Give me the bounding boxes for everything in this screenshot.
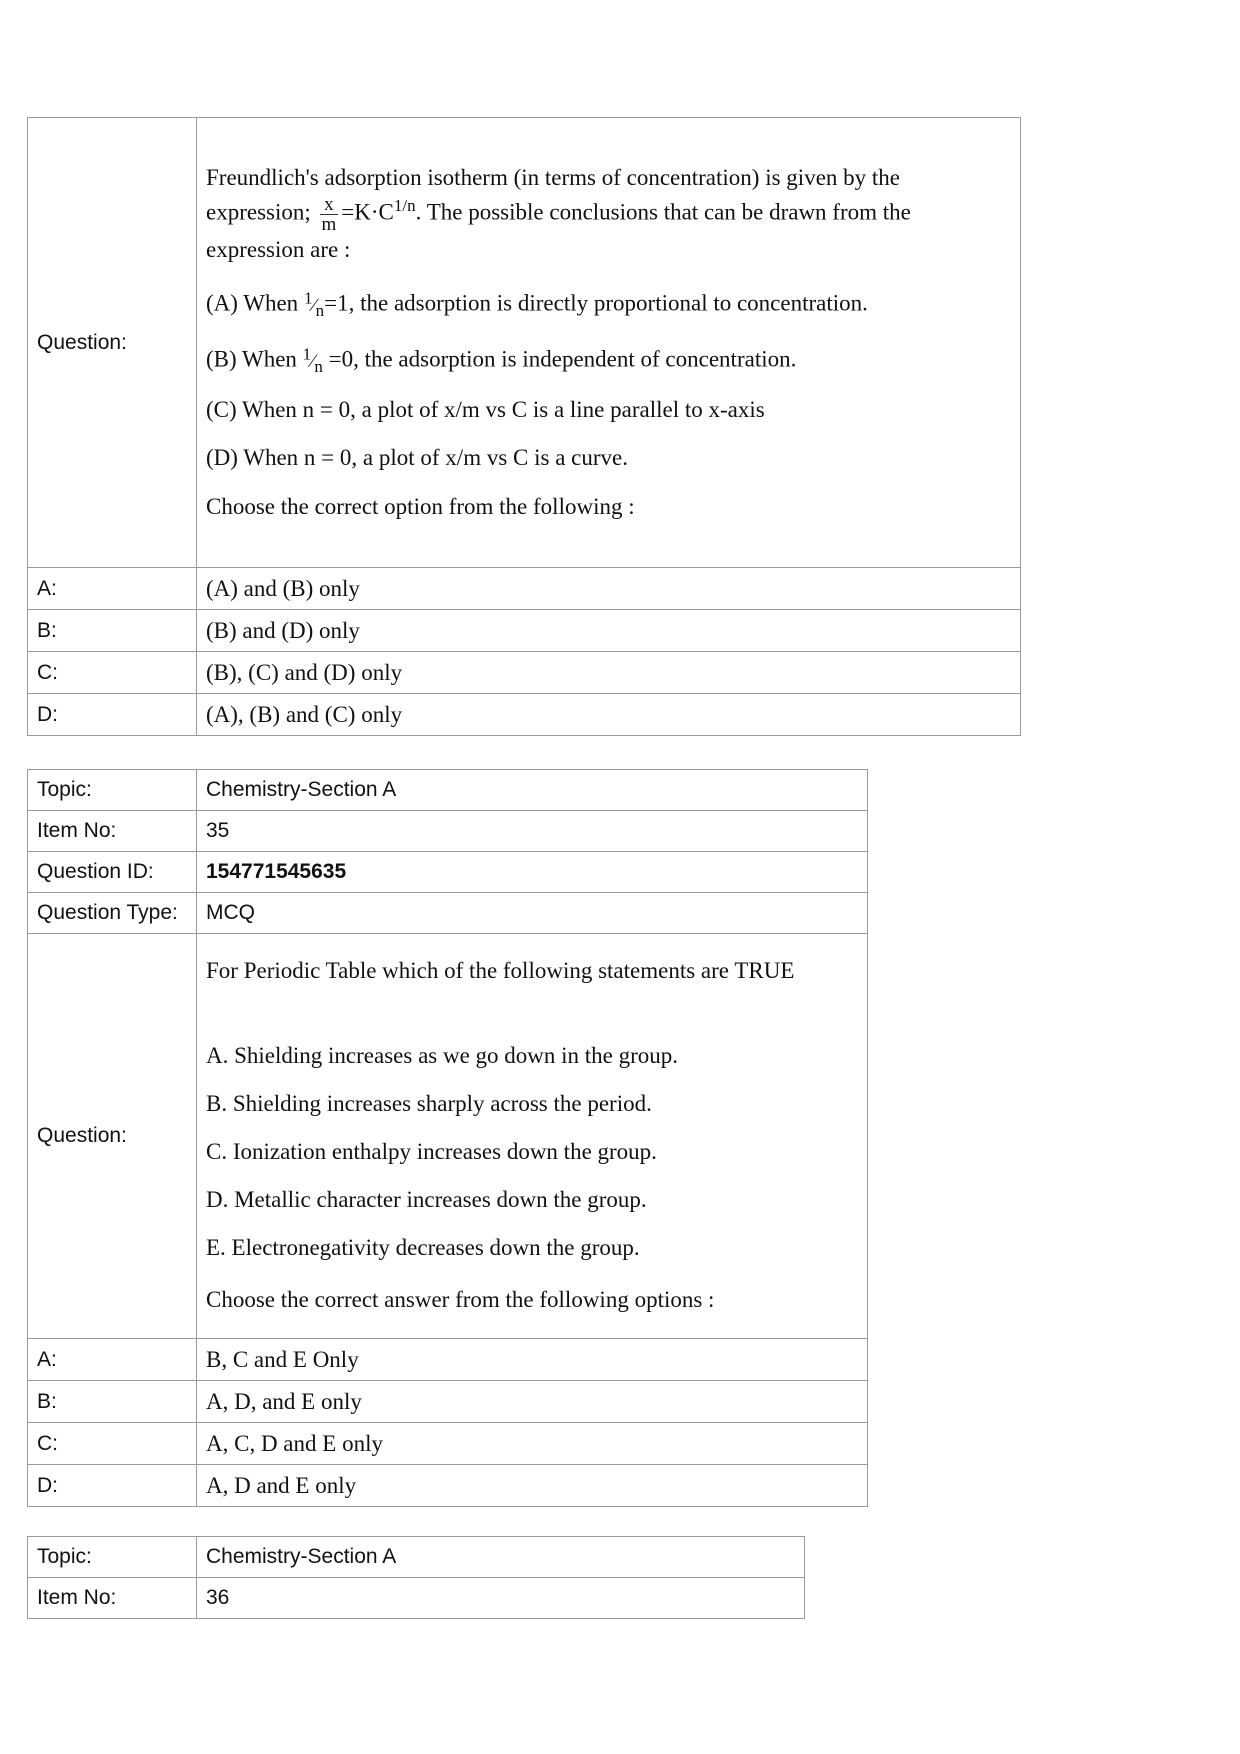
statement-e: E. Electronegativity decreases down the group.	[206, 1235, 640, 1261]
topic-label: Topic:	[28, 1537, 197, 1578]
question-prompt: Choose the correct option from the following :	[206, 493, 635, 519]
item-label: Item No:	[28, 1578, 197, 1619]
option-row-b	[28, 1381, 868, 1423]
option-text: B, C and E Only	[197, 1339, 868, 1381]
question-id-value: 154771545635	[197, 852, 868, 893]
option-text: A, D and E only	[197, 1465, 868, 1507]
option-label: D:	[28, 1465, 197, 1507]
statement-c: (C) When n = 0, a plot of x/m vs C is a line parallel to x-axis	[206, 397, 765, 423]
one-over-n-fraction: $^1⁄_n$	[303, 288, 325, 320]
question-body	[197, 934, 868, 1339]
option-text: A, C, D and E only	[197, 1423, 868, 1465]
x-over-m-fraction: $\frac{x}{m}$	[321, 194, 337, 236]
question-prompt: Choose the correct answer from the following options :	[206, 1287, 715, 1313]
question-row	[28, 118, 1021, 568]
option-row-c	[28, 1423, 868, 1465]
question-type-value: MCQ	[197, 893, 868, 934]
item-row	[28, 811, 868, 852]
option-row-c	[28, 652, 1021, 694]
topic-label: Topic:	[28, 770, 197, 811]
item-label: Item No:	[28, 811, 197, 852]
topic-row	[28, 770, 868, 811]
item-value: 36	[197, 1578, 805, 1619]
option-row-d	[28, 1465, 868, 1507]
option-row-a	[28, 568, 1021, 610]
option-text: (B) and (D) only	[197, 610, 1021, 652]
question-type-row	[28, 893, 868, 934]
option-text: (A), (B) and (C) only	[197, 694, 1021, 736]
statement-a: A. Shielding increases as we go down in the group.	[206, 1042, 679, 1068]
option-row-a	[28, 1339, 868, 1381]
option-text: (B), (C) and (D) only	[197, 652, 1021, 694]
question-36-table	[27, 1536, 805, 1619]
option-text: (A) and (B) only	[197, 568, 1021, 610]
question-35-table	[27, 769, 868, 1507]
statement-c: C. Ionization enthalpy increases down the group.	[206, 1138, 657, 1164]
one-over-n-fraction: $^1⁄_n$	[302, 344, 323, 376]
statement-b: B. Shielding increases sharply across the period.	[206, 1090, 652, 1116]
option-label: C:	[28, 1423, 197, 1465]
question-34-table	[27, 117, 1021, 736]
question-row	[28, 934, 868, 1339]
topic-row	[28, 1537, 805, 1578]
question-intro-line-2: expression; $\frac{x}{m}$ $=K\cdot C^{1/n}$. The possible conclusions that can be drawn from the	[206, 194, 911, 236]
topic-value: Chemistry-Section A	[197, 770, 868, 811]
topic-value: Chemistry-Section A	[197, 1537, 805, 1578]
option-row-b	[28, 610, 1021, 652]
question-intro-line-1: Freundlich's adsorption isotherm (in terms of concentration) is given by the	[206, 165, 900, 191]
item-row	[28, 1578, 805, 1619]
question-id-label: Question ID:	[28, 852, 197, 893]
option-label: C:	[28, 652, 197, 694]
option-label: B:	[28, 610, 197, 652]
item-value: 35	[197, 811, 868, 852]
statement-d: (D) When n = 0, a plot of x/m vs C is a curve.	[206, 445, 628, 471]
question-type-label: Question Type:	[28, 893, 197, 934]
option-label: A:	[28, 568, 197, 610]
question-body	[197, 118, 1021, 568]
option-text: A, D, and E only	[197, 1381, 868, 1423]
option-label: A:	[28, 1339, 197, 1381]
statement-a: (A) When $^1⁄_n=1$, the adsorption is directly proportional to concentration.	[206, 288, 868, 320]
option-label: D:	[28, 694, 197, 736]
option-row-d	[28, 694, 1021, 736]
question-intro: For Periodic Table which of the following statements are TRUE	[206, 958, 795, 984]
statement-b: (B) When $^1⁄_n =0$, the adsorption is independent of concentration.	[206, 344, 797, 376]
question-intro-line-3: expression are :	[206, 237, 351, 263]
statement-d: D. Metallic character increases down the group.	[206, 1187, 647, 1213]
question-id-row	[28, 852, 868, 893]
question-label: Question:	[28, 934, 197, 1339]
option-label: B:	[28, 1381, 197, 1423]
question-label: Question:	[28, 118, 197, 568]
